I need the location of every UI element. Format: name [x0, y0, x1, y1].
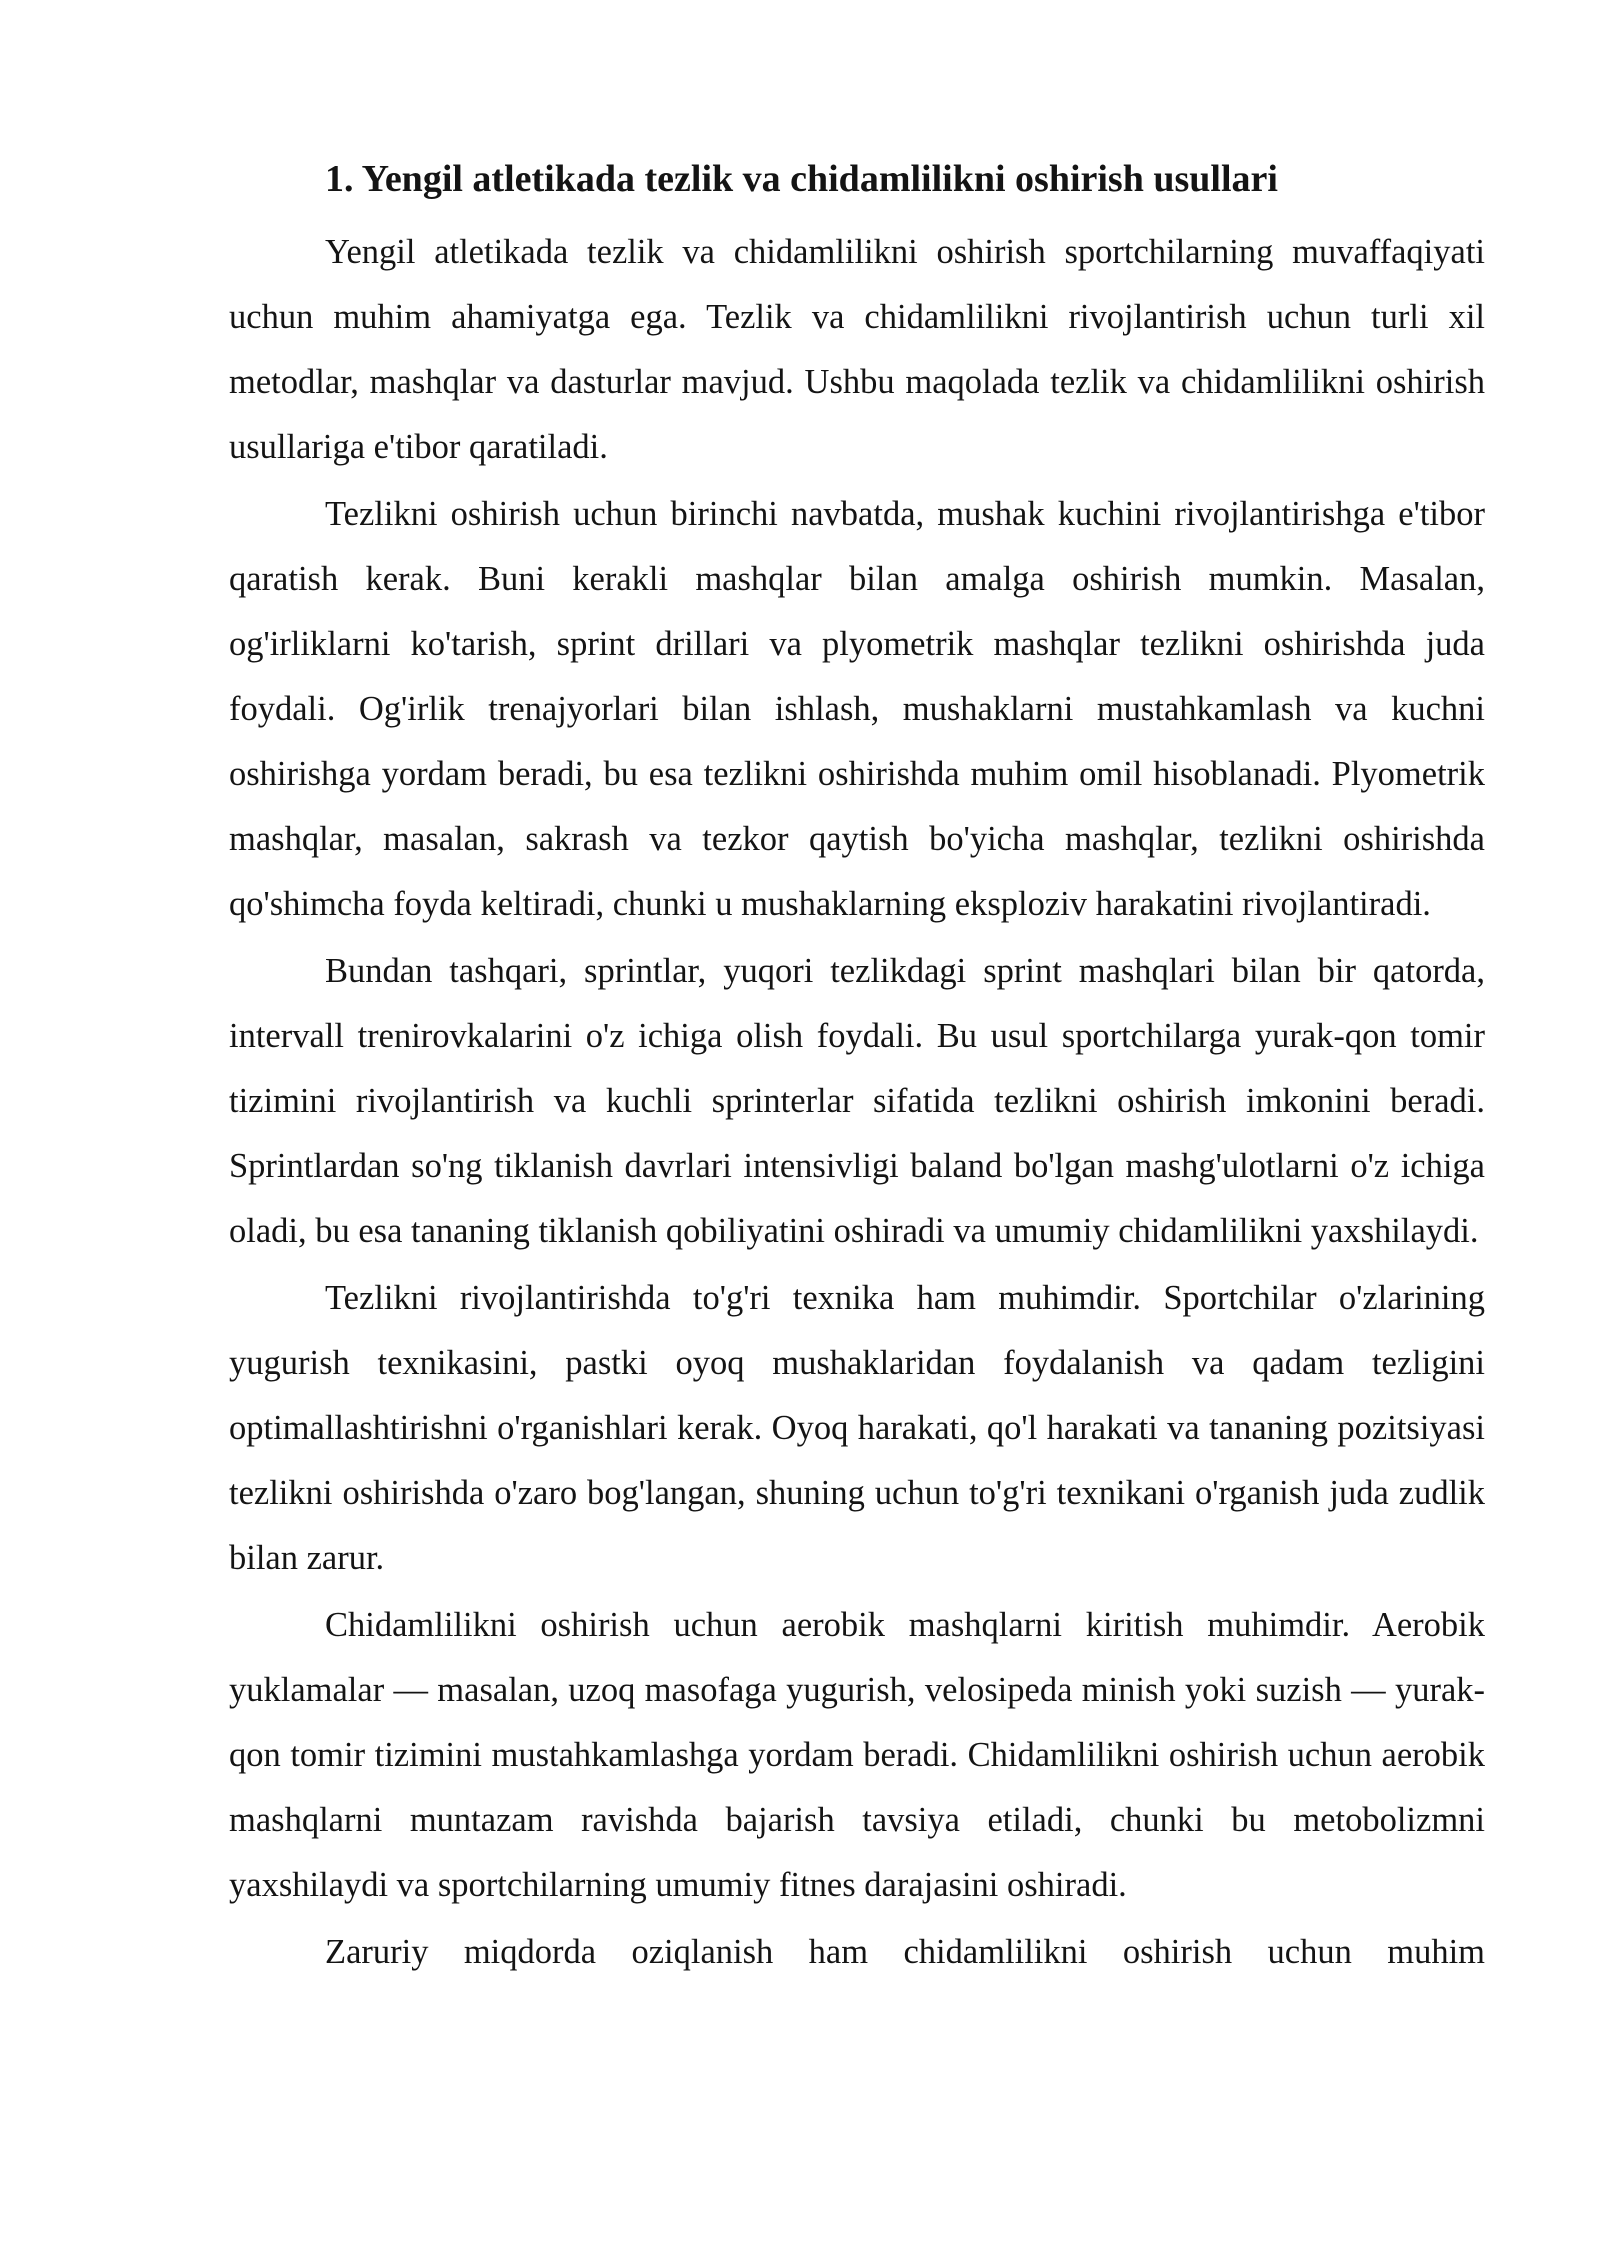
paragraph-4: Tezlikni rivojlantirishda to'g'ri texnika ham muhimdir. Sportchilar o'zlarining yugurish texnikasini, pastki oyoq mushaklaridan foydalanish va qadam tezligini optimallashtirishni o'rganishlari kerak. Oyoq harakati, qo'l harakati va tananing pozitsiyasi tezlikni oshirishda o'zaro bog'langan, shuning uchun to'g'ri texnikani o'rganish juda zudlik bilan zarur. [229, 1279, 1485, 1577]
paragraph-3: Bundan tashqari, sprintlar, yuqori tezlikdagi sprint mashqlari bilan bir qatorda, intervall trenirovkalarini o'z ichiga olish foydali. Bu usul sportchilarga yurak-qon tomir tizimini rivojlantirish va kuchli sprinterlar sifatida tezlikni oshirish imkonini beradi. Sprintlardan so'ng tiklanish davrlari intensivligi baland bo'lgan mashg'ulotlarni o'z ichiga oladi, bu esa tananing tiklanish qobiliyatini oshiradi va umumiy chidamlilikni yaxshilaydi. [229, 952, 1485, 1250]
paragraph-6: Zaruriy miqdorda oziqlanish ham chidamlilikni oshirish uchun muhim [325, 1933, 1485, 1971]
paragraph-5: Chidamlilikni oshirish uchun aerobik mashqlarni kiritish muhimdir. Aerobik yuklamalar — masalan, uzoq masofaga yugurish, velosipeda minish yoki suzish — yurak-qon tomir tizimini mustahkamlashga yordam beradi. Chidamlilikni oshirish uchun aerobik mashqlarni muntazam ravishda bajarish tavsiya etiladi, chunki bu metobolizmni yaxshilaydi va sportchilarning umumiy fitnes darajasini oshiradi. [229, 1606, 1485, 1904]
document-body [229, 148, 1485, 1987]
document-title: 1. Yengil atletikada tezlik va chidamlilikni oshirish usullari [325, 158, 1278, 200]
paragraph-1: Yengil atletikada tezlik va chidamlilikni oshirish sportchilarning muvaffaqiyati uchun muhim ahamiyatga ega. Tezlik va chidamlilikni rivojlantirish uchun turli xil metodlar, mashqlar va dasturlar mavjud. Ushbu maqolada tezlik va chidamlilikni oshirish usullariga e'tibor qaratiladi. [229, 233, 1485, 466]
paragraph-2: Tezlikni oshirish uchun birinchi navbatda, mushak kuchini rivojlantirishga e'tibor qaratish kerak. Buni kerakli mashqlar bilan amalga oshirish mumkin. Masalan, og'irliklarni ko'tarish, sprint drillari va plyometrik mashqlar tezlikni oshirishda juda foydali. Og'irlik trenajyorlari bilan ishlash, mushaklarni mustahkamlash va kuchni oshirishga yordam beradi, bu esa tezlikni oshirishda muhim omil hisoblanadi. Plyometrik mashqlar, masalan, sakrash va tezkor qaytish bo'yicha mashqlar, tezlikni oshirishda qo'shimcha foyda keltiradi, chunki u mushaklarning eksploziv harakatini rivojlantiradi. [229, 495, 1485, 923]
